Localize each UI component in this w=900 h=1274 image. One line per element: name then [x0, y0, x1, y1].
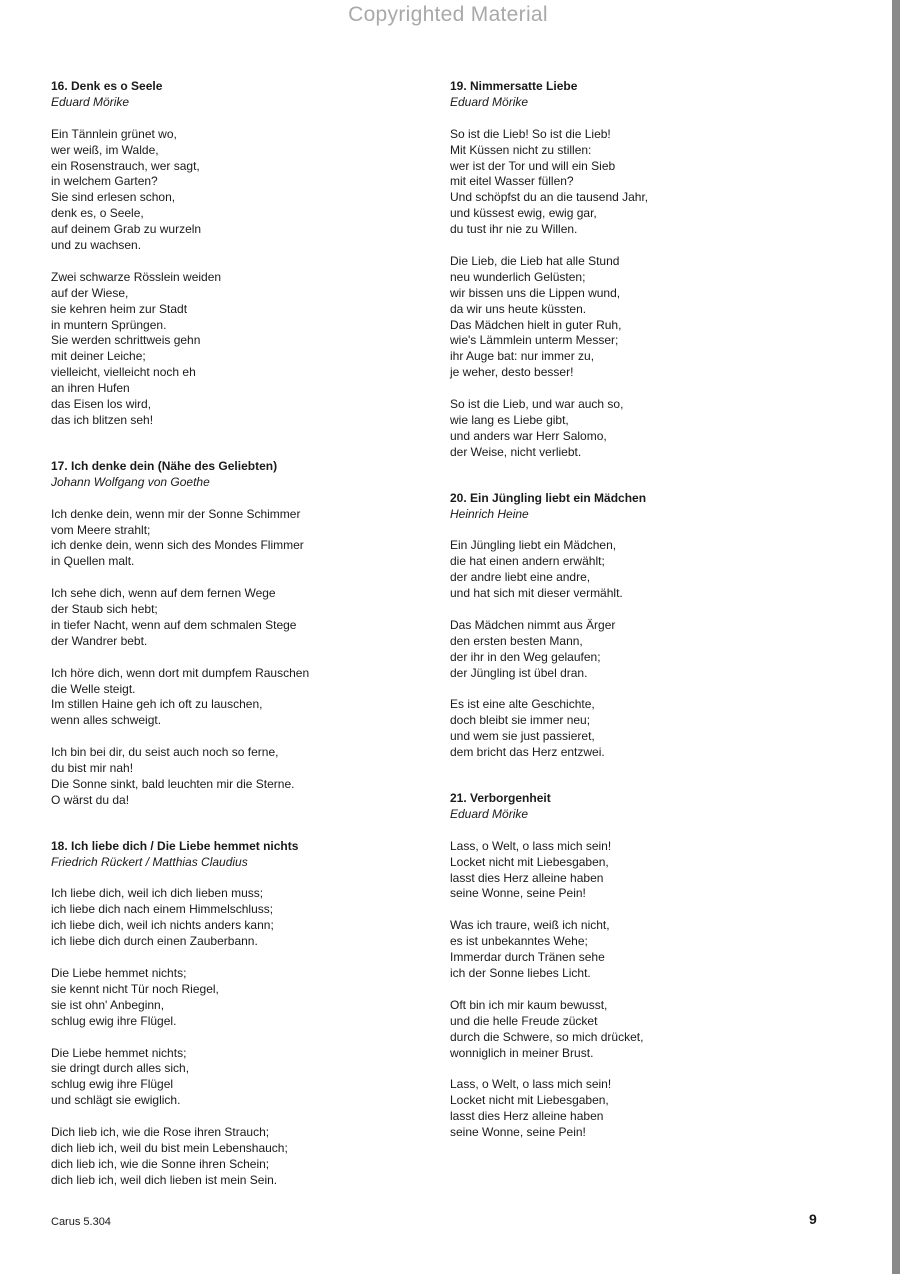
stanza [450, 998, 780, 1062]
poem-title: 17. Ich denke dein (Nähe des Geliebten) [51, 458, 278, 473]
watermark: Copyrighted Material [348, 3, 548, 26]
verse-line: und schlägt sie ewiglich. [51, 1093, 181, 1108]
verse-line: dich lieb ich, weil dich lieben ist mein Sein. [51, 1172, 278, 1187]
stanza [450, 697, 780, 761]
page-number: 9 [809, 1211, 817, 1227]
verse-line: und anders war Herr Salomo, [450, 428, 607, 443]
poem-author: Johann Wolfgang von Goethe [51, 474, 210, 489]
verse-line: So ist die Lieb! So ist die Lieb! [450, 126, 611, 141]
verse-line: ich denke dein, wenn sich des Mondes Flimmer [51, 538, 304, 553]
verse-line: wer ist der Tor und will ein Sieb [450, 158, 616, 173]
verse-line: dem bricht das Herz entzwei. [450, 745, 605, 760]
verse-line: dich lieb ich, wie die Sonne ihren Schein; [51, 1156, 270, 1171]
poem-title: 19. Nimmersatte Liebe [450, 79, 578, 93]
verse-line: Die Lieb, die Lieb hat alle Stund [450, 253, 620, 268]
verse-line: du bist mir nah! [51, 761, 134, 776]
verse-line: in tiefer Nacht, wenn auf dem schmalen Stege [51, 617, 297, 632]
verse-line: in Quellen malt. [51, 554, 135, 569]
stanza [450, 397, 780, 461]
poem [450, 491, 780, 761]
verse-line: der ihr in den Weg gelaufen; [450, 649, 601, 664]
verse-line: es ist unbekanntes Wehe; [450, 934, 588, 949]
verse-line: wenn alles schweigt. [51, 713, 162, 728]
verse-line: ich liebe dich nach einem Himmelschluss; [51, 902, 274, 917]
verse-line: sie ist ohn' Anbeginn, [51, 997, 165, 1012]
poem [51, 459, 381, 809]
stanza [51, 745, 381, 809]
verse-line: Ich denke dein, wenn mir der Sonne Schimmer [51, 506, 301, 521]
verse-line: schlug ewig ihre Flügel [51, 1077, 174, 1092]
verse-line: wie's Lämmlein unterm Messer; [450, 333, 619, 348]
stanza [450, 618, 780, 682]
verse-line: Das Mädchen nimmt aus Ärger [450, 617, 616, 632]
poem [450, 791, 780, 1141]
verse-line: Ein Jüngling liebt ein Mädchen, [450, 538, 617, 553]
verse-line: schlug ewig ihre Flügel. [51, 1013, 177, 1028]
left-column [51, 79, 381, 1219]
verse-line: auf deinem Grab zu wurzeln [51, 222, 202, 237]
verse-line: mit eitel Wasser füllen? [450, 174, 574, 189]
verse-line: der Jüngling ist übel dran. [450, 665, 588, 680]
verse-line: an ihren Hufen [51, 381, 130, 396]
verse-line: Die Liebe hemmet nichts; [51, 1045, 187, 1060]
verse-line: ich liebe dich, weil ich nichts anders kann; [51, 918, 274, 933]
verse-line: Oft bin ich mir kaum bewusst, [450, 997, 608, 1012]
verse-line: Ein Tännlein grünet wo, [51, 126, 177, 141]
verse-line: vielleicht, vielleicht noch eh [51, 365, 196, 380]
verse-line: Sie werden schrittweis gehn [51, 333, 201, 348]
verse-line: Ich liebe dich, weil ich dich lieben muss; [51, 886, 264, 901]
stanza [51, 886, 381, 950]
stanza [51, 666, 381, 730]
poem-author: Eduard Mörike [450, 94, 529, 109]
verse-line: den ersten besten Mann, [450, 633, 583, 648]
verse-line: Zwei schwarze Rösslein weiden [51, 269, 222, 284]
verse-line: ich liebe dich durch einen Zauberbann. [51, 934, 258, 949]
verse-line: und wem sie just passieret, [450, 729, 595, 744]
verse-line: denk es, o Seele, [51, 206, 144, 221]
poem [51, 79, 381, 429]
poem-title: 21. Verborgenheit [450, 791, 551, 806]
verse-line: Was ich traure, weiß ich nicht, [450, 918, 610, 933]
verse-line: sie dringt durch alles sich, [51, 1061, 190, 1076]
verse-line: und zu wachsen. [51, 238, 142, 253]
verse-line: Die Liebe hemmet nichts; [51, 966, 187, 980]
verse-line: wir bissen uns die Lippen wund, [450, 285, 621, 300]
verse-line: der andre liebt eine andre, [450, 570, 591, 585]
verse-line: und hat sich mit dieser vermählt. [450, 586, 623, 601]
verse-line: und die helle Freude zücket [450, 1013, 598, 1028]
verse-line: Locket nicht mit Liebesgaben, [450, 854, 609, 869]
verse-line: doch bleibt sie immer neu; [450, 713, 591, 728]
verse-line: Ich bin bei dir, du seist auch noch so ferne, [51, 745, 279, 760]
verse-line: da wir uns heute küssten. [450, 301, 587, 316]
verse-line: sie kehren heim zur Stadt [51, 301, 188, 316]
poem-author: Eduard Mörike [450, 806, 529, 821]
verse-line: seine Wonne, seine Pein! [450, 1125, 586, 1140]
poem [51, 839, 381, 1189]
verse-line: wie lang es Liebe gibt, [450, 412, 569, 427]
verse-line: lasst dies Herz alleine haben [450, 1109, 604, 1124]
poem-author: Friedrich Rückert / Matthias Claudius [51, 854, 248, 869]
verse-line: ich der Sonne liebes Licht. [450, 966, 591, 980]
stanza [51, 1125, 381, 1189]
stanza [450, 127, 780, 238]
verse-line: der Weise, nicht verliebt. [450, 444, 582, 459]
verse-line: wer weiß, im Walde, [51, 142, 159, 157]
verse-line: in welchem Garten? [51, 174, 158, 189]
verse-line: je weher, desto besser! [450, 365, 574, 380]
stanza [51, 966, 381, 1030]
poem [450, 79, 780, 461]
verse-line: du tust ihr nie zu Willen. [450, 222, 578, 237]
verse-line: das ich blitzen seh! [51, 413, 154, 427]
verse-line: sie kennt nicht Tür noch Riegel, [51, 981, 219, 996]
verse-line: Dich lieb ich, wie die Rose ihren Strauch; [51, 1125, 270, 1140]
verse-line: Es ist eine alte Geschichte, [450, 697, 595, 712]
verse-line: wonniglich in meiner Brust. [450, 1045, 594, 1060]
page-edge-shadow [892, 0, 900, 1274]
verse-line: So ist die Lieb, und war auch so, [450, 397, 624, 412]
verse-line: Und schöpfst du an die tausend Jahr, [450, 190, 649, 205]
verse-line: der Staub sich hebt; [51, 602, 158, 617]
verse-line: ihr Auge bat: nur immer zu, [450, 349, 595, 364]
catalog-number: Carus 5.304 [51, 1216, 111, 1228]
verse-line: die Welle steigt. [51, 681, 136, 696]
poem-title: 20. Ein Jüngling liebt ein Mädchen [450, 490, 647, 505]
poem-author: Eduard Mörike [51, 94, 130, 109]
verse-line: Sie sind erlesen schon, [51, 190, 176, 205]
stanza [450, 538, 780, 602]
verse-line: Ich sehe dich, wenn auf dem fernen Wege [51, 586, 276, 601]
verse-line: Die Sonne sinkt, bald leuchten mir die Sterne. [51, 776, 295, 791]
stanza [450, 839, 780, 903]
verse-line: Immerdar durch Tränen sehe [450, 950, 605, 965]
poem-title: 18. Ich liebe dich / Die Liebe hemmet nichts [51, 838, 299, 853]
verse-line: durch die Schwere, so mich drücket, [450, 1029, 644, 1044]
verse-line: und küssest ewig, ewig gar, [450, 206, 597, 221]
verse-line: dich lieb ich, weil du bist mein Lebenshauch; [51, 1140, 288, 1155]
verse-line: die hat einen andern erwählt; [450, 554, 605, 569]
verse-line: seine Wonne, seine Pein! [450, 886, 586, 901]
stanza [51, 270, 381, 429]
stanza [51, 127, 381, 254]
verse-line: Im stillen Haine geh ich oft zu lauschen, [51, 697, 263, 712]
verse-line: lasst dies Herz alleine haben [450, 870, 604, 885]
verse-line: Das Mädchen hielt in guter Ruh, [450, 317, 622, 332]
stanza [51, 507, 381, 571]
right-column [450, 79, 780, 1171]
stanza [450, 254, 780, 381]
verse-line: Mit Küssen nicht zu stillen: [450, 142, 592, 157]
verse-line: Locket nicht mit Liebesgaben, [450, 1093, 609, 1108]
verse-line: auf der Wiese, [51, 285, 129, 300]
verse-line: Ich höre dich, wenn dort mit dumpfem Rauschen [51, 665, 310, 680]
verse-line: Lass, o Welt, o lass mich sein! [450, 1077, 612, 1092]
verse-line: neu wunderlich Gelüsten; [450, 269, 586, 284]
verse-line: vom Meere strahlt; [51, 522, 151, 537]
verse-line: mit deiner Leiche; [51, 349, 146, 364]
verse-line: in muntern Sprüngen. [51, 317, 167, 332]
verse-line: der Wandrer bebt. [51, 633, 148, 648]
verse-line: das Eisen los wird, [51, 397, 152, 412]
poem-author: Heinrich Heine [450, 506, 529, 521]
stanza [450, 918, 780, 982]
stanza [51, 586, 381, 650]
stanza [51, 1046, 381, 1110]
stanza [450, 1077, 780, 1141]
verse-line: Lass, o Welt, o lass mich sein! [450, 838, 612, 853]
verse-line: ein Rosenstrauch, wer sagt, [51, 158, 200, 173]
poem-title: 16. Denk es o Seele [51, 79, 163, 93]
verse-line: O wärst du da! [51, 792, 130, 807]
